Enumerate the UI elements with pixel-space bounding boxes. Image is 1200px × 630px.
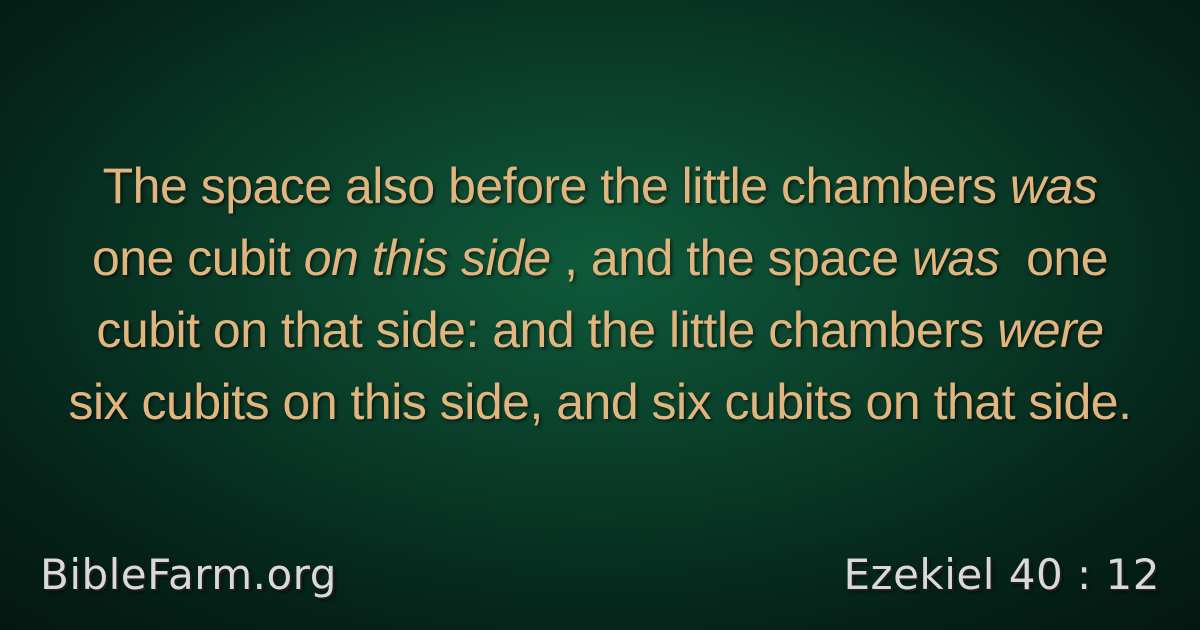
site-watermark: BibleFarm.org: [40, 550, 337, 599]
verse-line-4-text: six cubits on this side, and six cubits on that side.: [68, 374, 1132, 430]
verse-line-3-text: cubit on that side: and the little chambers: [96, 302, 998, 358]
verse-line-1-text: The space also before the little chambers: [102, 158, 1010, 214]
verse-text: [30, 150, 1170, 438]
verse-line-2-italic-b: was: [911, 230, 1000, 286]
verse-line-2: [30, 222, 1170, 294]
verse-reference: Ezekiel 40 : 12: [843, 550, 1160, 599]
verse-line-2-italic-a: on this side: [303, 230, 551, 286]
verse-line-1-italic: was: [1009, 158, 1098, 214]
verse-line-2-text-c: one: [999, 230, 1109, 286]
verse-line-2-text-a: one cubit: [91, 230, 304, 286]
verse-line-4: [30, 366, 1170, 438]
verse-line-3-italic: were: [997, 302, 1104, 358]
verse-line-3: [30, 294, 1170, 366]
verse-line-1: [30, 150, 1170, 222]
verse-line-2-text-b: , and the space: [550, 230, 912, 286]
